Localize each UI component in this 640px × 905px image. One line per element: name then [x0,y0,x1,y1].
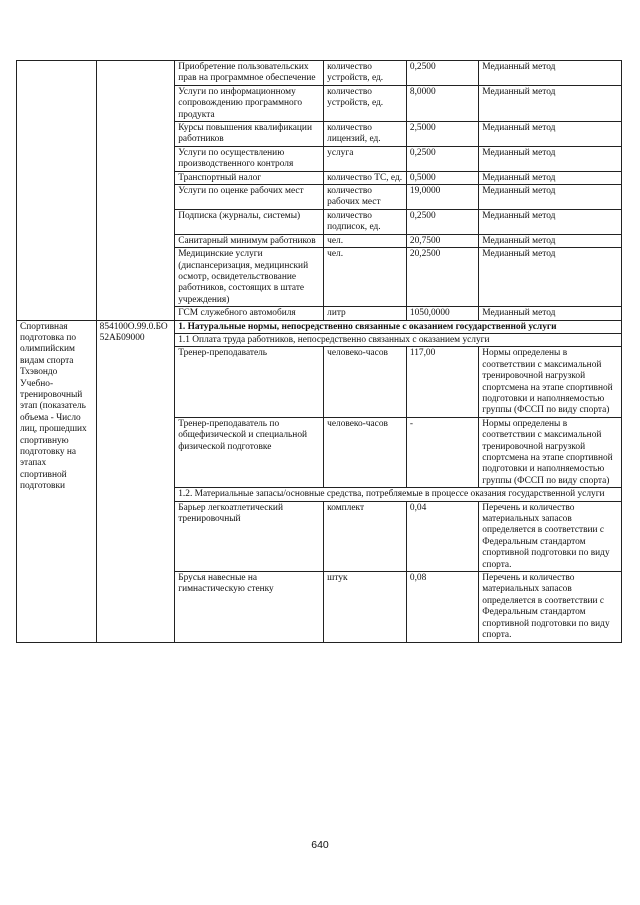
item-value: 0,04 [406,501,478,571]
item-unit: человеко-часов [324,347,407,417]
item-name: Услуги по осуществлению производственного контроля [175,146,324,171]
item-method: Медианный метод [479,171,622,184]
item-name: Приобретение пользовательских прав на программное обеспечение [175,61,324,86]
item-method: Медианный метод [479,234,622,247]
item-unit: человеко-часов [324,417,407,487]
item-value: 19,0000 [406,185,478,210]
item-unit: чел. [324,234,407,247]
item-value: 8,0000 [406,85,478,121]
item-method: Медианный метод [479,146,622,171]
page-number: 640 [311,839,329,851]
item-unit: количество устройств, ед. [324,85,407,121]
subsection-heading: 1.1 Оплата труда работников, непосредственно связанных с оказанием услуги [175,333,622,346]
item-unit: количество лицензий, ед. [324,122,407,147]
item-unit: комплект [324,501,407,571]
item-method: Перечень и количество материальных запасов определяется в соответствии с Федеральным стандартом спортивной подготовки по виду спорта. [479,572,622,642]
table-row [17,61,622,86]
item-value: - [406,417,478,487]
item-name: Курсы повышения квалификации работников [175,122,324,147]
item-method: Медианный метод [479,248,622,307]
norms-table [16,60,622,643]
empty-service-cell [17,61,97,321]
item-name: Услуги по информационному сопровождению программного продукта [175,85,324,121]
item-unit: количество рабочих мест [324,185,407,210]
service-code: 854100О.99.0.БО52АБ09000 [96,320,175,642]
item-name: Санитарный минимум работников [175,234,324,247]
service-description: Спортивная подготовка по олимпийским видам спорта Тхэвондо Учебно-тренировочный этап (показатель объема - Число лиц, прошедших спортивную подготовку на этапах спортивной подготовки [17,320,97,642]
item-name: Тренер-преподаватель [175,347,324,417]
item-method: Нормы определены в соответствии с максимальной тренировочной нагрузкой спортсмена на этапе спортивной подготовки и наполняемостью группы (ФССП по виду спорта) [479,347,622,417]
item-name: Барьер легкоатлетический тренировочный [175,501,324,571]
item-unit: количество ТС, ед. [324,171,407,184]
item-unit: количество устройств, ед. [324,61,407,86]
item-value: 0,2500 [406,146,478,171]
empty-code-cell [96,61,175,321]
item-unit: количество подписок, ед. [324,209,407,234]
item-method: Перечень и количество материальных запасов определяется в соответствии с Федеральным стандартом спортивной подготовки по виду спорта. [479,501,622,571]
item-method: Нормы определены в соответствии с максимальной тренировочной нагрузкой спортсмена на этапе спортивной подготовки и наполняемостью группы (ФССП по виду спорта) [479,417,622,487]
item-method: Медианный метод [479,61,622,86]
item-value: 0,5000 [406,171,478,184]
item-unit: услуга [324,146,407,171]
item-unit: литр [324,307,407,320]
item-value: 0,2500 [406,209,478,234]
item-value: 0,08 [406,572,478,642]
item-name: Тренер-преподаватель по общефизической и специальной физической подготовке [175,417,324,487]
item-method: Медианный метод [479,307,622,320]
item-unit: чел. [324,248,407,307]
item-value: 20,7500 [406,234,478,247]
item-name: Брусья навесные на гимнастическую стенку [175,572,324,642]
item-method: Медианный метод [479,85,622,121]
section-heading: 1. Натуральные нормы, непосредственно связанные с оказанием государственной услуги [175,320,622,333]
item-name: Транспортный налог [175,171,324,184]
item-value: 1050,0000 [406,307,478,320]
item-value: 117,00 [406,347,478,417]
section-row [17,320,622,333]
item-name: Медицинские услуги (диспансеризация, медицинский осмотр, освидетельствование работников, состоящих в штате учреждения) [175,248,324,307]
item-unit: штук [324,572,407,642]
item-name: ГСМ служебного автомобиля [175,307,324,320]
item-name: Услуги по оценке рабочих мест [175,185,324,210]
item-method: Медианный метод [479,185,622,210]
item-value: 0,2500 [406,61,478,86]
item-method: Медианный метод [479,209,622,234]
subsection-heading: 1.2. Материальные запасы/основные средства, потребляемые в процессе оказания государственной услуги [175,488,622,501]
item-name: Подписка (журналы, системы) [175,209,324,234]
item-method: Медианный метод [479,122,622,147]
item-value: 2,5000 [406,122,478,147]
item-value: 20,2500 [406,248,478,307]
